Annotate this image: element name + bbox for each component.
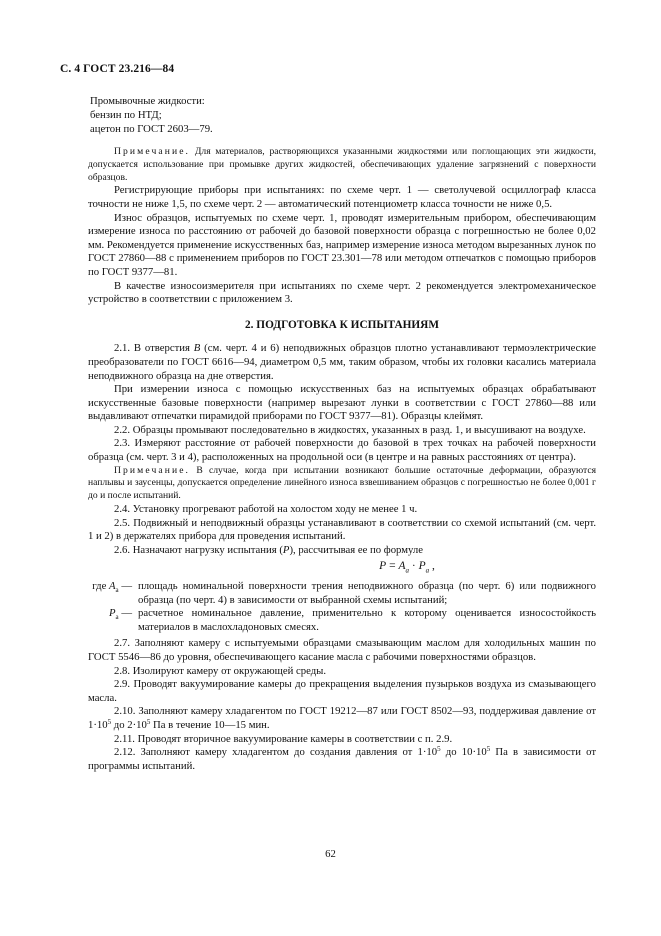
definition-prefix: где [92,580,109,593]
clause-2-6 [88,544,596,558]
clause-2-6-text: 2.6. Назначают нагрузку испытания ( [114,543,283,556]
exponent: 5 [486,745,491,754]
definition-pressure [88,607,596,634]
definition-symbol [88,580,138,607]
definition-sub: a [115,586,119,595]
definition-sym: P [109,607,116,620]
wash-liquid-item: бензин по НТД; [90,109,162,121]
page-header: С. 4 ГОСТ 23.216—84 [60,63,175,75]
definition-area [88,580,596,607]
clause-2-5: 2.5. Подвижный и неподвижный образцы устанавливают в соответствии со схемой испытаний (см. черт. 1 и 2) в держателях прибора для проведения испытаний. [88,516,596,543]
hole-label: B [193,342,201,355]
clause-2-10-text-mid: до 2·10 [111,718,147,731]
clause-2-8: 2.8. Изолируют камеру от окружающей среды. [114,664,327,677]
document-body [88,94,596,773]
formula-pressure: P [418,560,426,573]
clause-2-12 [88,746,596,773]
formula-eq: = [386,560,399,573]
definition-sym: A [109,580,116,593]
clause-2-6-text-end: ), рассчитывая ее по формуле [289,543,423,556]
note-text: В случае, когда при испытании возникают большие остаточные деформации, образуются наплывы и заусенцы, допускается определение линейного износа взвешиванием образцов с погрешностью не более 0,001 г до и после испытаний. [88,464,596,502]
note-solvents [88,146,596,184]
definition-sub: a [115,613,119,622]
note-label: Примечание. [114,464,191,476]
clause-2-2: 2.2. Образцы промывают последовательно в жидкостях, указанных в разд. 1, и высушивают на воздухе. [114,423,586,436]
note-text: Для материалов, растворяющихся указанными жидкостями или поглощающих эти жидкости, допускается использование при промывке других жидкостей, обеспечивающих удаление загрязнений с поверхности образцов. [88,146,596,183]
formula-lhs: P [379,560,387,573]
definition-symbol [88,607,138,634]
load-symbol: P [282,543,290,556]
clause-2-10-text-end: Па в течение 10—15 мин. [150,718,270,731]
exponent: 5 [107,717,112,726]
paragraph-wearmeter: В качестве износоизмерителя при испытаниях по схеме черт. 2 рекомендуется электромеханическое устройство в соответствии с приложением 3. [88,279,596,306]
clause-2-1 [88,342,596,383]
clause-2-3: 2.3. Измеряют расстояние от рабочей поверхности до базовой в трех точках на рабочей поверхности образца (см. черт. 3 и 4), расположенных на продольной оси (в центре и на равных расстояниях от центра). [88,437,596,464]
clause-2-4: 2.4. Установку прогревают работой на холостом ходу не менее 1 ч. [114,503,418,516]
exponent: 5 [146,717,151,726]
clause-2-10-text: 2.10. Заполняют камеру хладагентом по ГОСТ 19212—87 или ГОСТ 8502—93, поддерживая давление от 1·10 [88,705,596,731]
load-formula [218,560,596,574]
clause-2-1-text-end: (см. черт. 4 и 6) неподвижных образцов плотно устанавливают термоэлектрические преобразователи по ГОСТ 6616—94, диаметром 0,5 мм, таким образом, чтобы их головки касались материала неподвижного образца на дне отверстия. [88,342,596,382]
clause-2-12-text-end: Па в зависимости от программы испытаний. [88,746,596,772]
formula-pressure-sub: a [425,566,430,575]
clause-2-9: 2.9. Проводят вакуумирование камеры до прекращения выделения пузырьков воздуха из смазывающего масла. [88,678,596,704]
wash-liquids-title: Промывочные жидкости: [90,95,205,107]
section-title: 2. ПОДГОТОВКА К ИСПЫТАНИЯМ [244,318,440,331]
paragraph-recorders: Регистрирующие приборы при испытаниях: по схеме черт. 1 — светолучевой осциллограф класса точности не ниже 1,5, по схеме черт. 2 — автоматический потенциометр класса точности не ниже 0,5. [88,184,596,210]
exponent: 5 [437,745,441,754]
clause-2-10 [88,705,596,732]
definition-text: расчетное номинальное давление, применительно к которому оценивается износостойкость материалов в маслохладоновых смесях. [138,607,596,633]
clause-2-12-text: 2.12. Заполняют камеру хладагентом до создания давления от 1·10 [114,746,438,759]
wash-liquid-item: ацетон по ГОСТ 2603—79. [90,123,213,135]
clause-2-11: 2.11. Проводят вторичное вакуумирование камеры в соответствии с п. 2.9. [114,732,453,745]
clause-2-7: 2.7. Заполняют камеру с испытуемыми образцами смазывающим маслом для холодильных машин по ГОСТ 5546—86 до уровня, обеспечивающего касание масла с рабочими поверхностями образцов. [88,637,596,663]
formula-definitions [88,580,596,634]
note-label: Примечание. [114,146,191,157]
formula-area: A [398,560,406,573]
paragraph-wear-measurement: Износ образцов, испытуемых по схеме черт. 1, проводят измерительным прибором, обеспечивающим измерение износа по расстоянию от рабочей до базовой поверхности образца с погрешностью не более 0,02 мм. Рекомендуется применение искусственных баз, например измерение износа методом вырезанных лунок по ГОСТ 27860—88 с применением приборов по ГОСТ 23.301—78 или методом отпечатков с помощью приборов по ГОСТ 9377—81. [88,211,596,278]
note-deformations [88,465,596,503]
clause-2-1-text: 2.1. В отверстия [114,342,194,355]
definition-dash: — [121,580,132,593]
clause-2-1-extra: При измерении износа с помощью искусственных баз на испытуемых образцах обрабатывают искусственные базовые поверхности (например вырезают лунки в соответствии с ГОСТ 27860—88 или выдавливают отпечатки пирамидой приборами по ГОСТ 9377—81). Образцы клеймят. [88,383,596,423]
formula-dot: · [408,560,419,573]
definition-dash: — [121,607,132,620]
clause-2-12-text-mid: до 10·10 [440,746,487,759]
definition-text: площадь номинальной поверхности трения неподвижного образца (по черт. 6) или подвижного образца (по черт. 4) в зависимости от выбранной схемы испытаний; [138,580,596,606]
wash-liquids-list [88,94,596,136]
formula-area-sub: a [405,566,409,575]
page-number: 62 [325,848,336,860]
formula-tail: , [429,560,435,573]
